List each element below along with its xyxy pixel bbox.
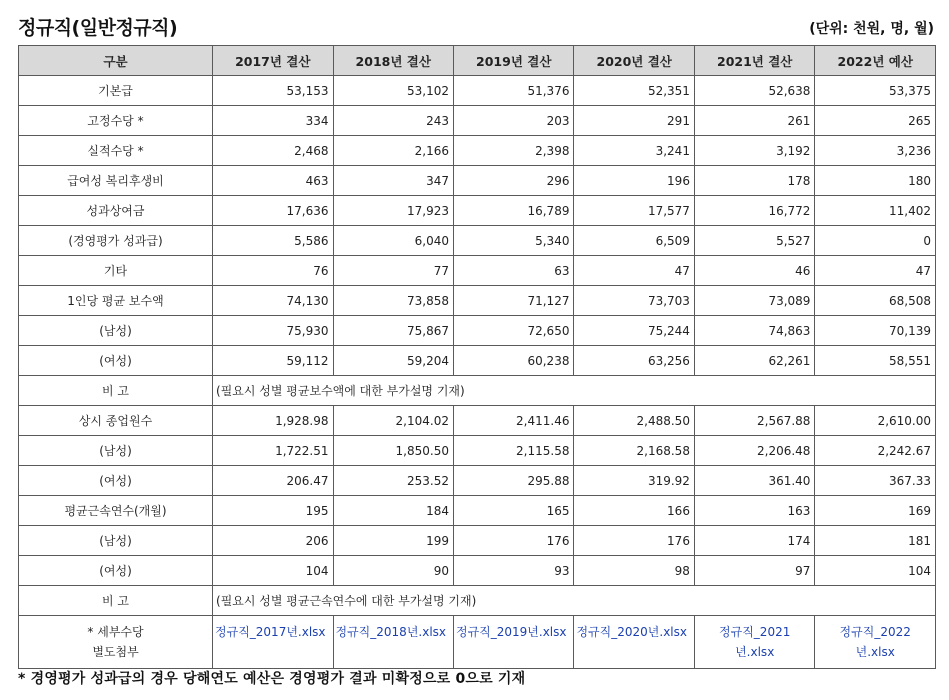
- attachment-link-2020[interactable]: 정규직_2020년.xlsx: [574, 616, 694, 669]
- pay-section: [19, 76, 936, 376]
- row-label: (남성): [19, 436, 213, 466]
- value-cell: 261: [694, 106, 814, 136]
- value-cell: 206: [213, 526, 333, 556]
- value-cell: 2,567.88: [694, 406, 814, 436]
- table-row: [19, 346, 936, 376]
- table-row: [19, 496, 936, 526]
- value-cell: 2,411.46: [453, 406, 573, 436]
- table-row: [19, 406, 936, 436]
- value-cell: 2,206.48: [694, 436, 814, 466]
- value-cell: 90: [333, 556, 453, 586]
- row-label: 상시 종업원수: [19, 406, 213, 436]
- remark-text: (필요시 성별 평균보수액에 대한 부가설명 기재): [213, 376, 936, 406]
- value-cell: 73,089: [694, 286, 814, 316]
- value-cell: 59,112: [213, 346, 333, 376]
- row-label: (경영평가 성과급): [19, 226, 213, 256]
- row-label: 급여성 복리후생비: [19, 166, 213, 196]
- value-cell: 16,772: [694, 196, 814, 226]
- header-2019: 2019년 결산: [453, 46, 573, 76]
- value-cell: 2,115.58: [453, 436, 573, 466]
- value-cell: 11,402: [815, 196, 936, 226]
- row-label: 실적수당 *: [19, 136, 213, 166]
- row-label: 기타: [19, 256, 213, 286]
- value-cell: 0: [815, 226, 936, 256]
- value-cell: 60,238: [453, 346, 573, 376]
- compensation-table: [18, 45, 936, 669]
- value-cell: 2,168.58: [574, 436, 694, 466]
- header-category: 구분: [19, 46, 213, 76]
- row-label: (여성): [19, 346, 213, 376]
- value-cell: 16,789: [453, 196, 573, 226]
- value-cell: 2,398: [453, 136, 573, 166]
- value-cell: 5,586: [213, 226, 333, 256]
- value-cell: 2,104.02: [333, 406, 453, 436]
- header-2022: 2022년 예산: [815, 46, 936, 76]
- value-cell: 5,527: [694, 226, 814, 256]
- value-cell: 347: [333, 166, 453, 196]
- value-cell: 75,930: [213, 316, 333, 346]
- row-label: (여성): [19, 466, 213, 496]
- value-cell: 17,577: [574, 196, 694, 226]
- table-row: [19, 466, 936, 496]
- table-header-row: [19, 46, 936, 76]
- value-cell: 75,244: [574, 316, 694, 346]
- value-cell: 53,375: [815, 76, 936, 106]
- value-cell: 73,858: [333, 286, 453, 316]
- value-cell: 6,509: [574, 226, 694, 256]
- value-cell: 265: [815, 106, 936, 136]
- header-2021: 2021년 결산: [694, 46, 814, 76]
- value-cell: 3,241: [574, 136, 694, 166]
- value-cell: 17,923: [333, 196, 453, 226]
- value-cell: 63,256: [574, 346, 694, 376]
- attachment-link-2022[interactable]: 정규직_2022년.xlsx: [815, 616, 936, 669]
- value-cell: 203: [453, 106, 573, 136]
- value-cell: 2,610.00: [815, 406, 936, 436]
- value-cell: 53,102: [333, 76, 453, 106]
- table-row: [19, 196, 936, 226]
- value-cell: 165: [453, 496, 573, 526]
- table-row: [19, 256, 936, 286]
- table-row: [19, 226, 936, 256]
- attachment-label-line1: * 세부수당: [87, 625, 144, 639]
- unit-label: (단위: 천원, 명, 월): [809, 21, 934, 37]
- table-row: [19, 436, 936, 466]
- header-2018: 2018년 결산: [333, 46, 453, 76]
- value-cell: 73,703: [574, 286, 694, 316]
- table-row: [19, 556, 936, 586]
- value-cell: 47: [574, 256, 694, 286]
- row-label: 평균근속연수(개월): [19, 496, 213, 526]
- table-row: [19, 166, 936, 196]
- value-cell: 174: [694, 526, 814, 556]
- remark-label: 비 고: [19, 586, 213, 616]
- value-cell: 71,127: [453, 286, 573, 316]
- value-cell: 2,488.50: [574, 406, 694, 436]
- remark-row: [19, 376, 936, 406]
- value-cell: 2,468: [213, 136, 333, 166]
- table-row: [19, 316, 936, 346]
- remark-label: 비 고: [19, 376, 213, 406]
- value-cell: 75,867: [333, 316, 453, 346]
- row-label: (남성): [19, 316, 213, 346]
- row-label: (남성): [19, 526, 213, 556]
- value-cell: 68,508: [815, 286, 936, 316]
- value-cell: 1,850.50: [333, 436, 453, 466]
- value-cell: 181: [815, 526, 936, 556]
- value-cell: 17,636: [213, 196, 333, 226]
- row-label: (여성): [19, 556, 213, 586]
- value-cell: 163: [694, 496, 814, 526]
- header-2020: 2020년 결산: [574, 46, 694, 76]
- value-cell: 93: [453, 556, 573, 586]
- value-cell: 104: [213, 556, 333, 586]
- table-row: [19, 286, 936, 316]
- value-cell: 6,040: [333, 226, 453, 256]
- table-row: [19, 106, 936, 136]
- value-cell: 5,340: [453, 226, 573, 256]
- value-cell: 367.33: [815, 466, 936, 496]
- row-label: 고정수당 *: [19, 106, 213, 136]
- value-cell: 77: [333, 256, 453, 286]
- value-cell: 74,863: [694, 316, 814, 346]
- value-cell: 291: [574, 106, 694, 136]
- attachment-link-2019[interactable]: 정규직_2019년.xlsx: [453, 616, 573, 669]
- value-cell: 70,139: [815, 316, 936, 346]
- value-cell: 74,130: [213, 286, 333, 316]
- footnote: * 경영평가 성과급의 경우 당해연도 예산은 경영평가 결과 미확정으로 0으로 기재: [18, 671, 526, 687]
- value-cell: 199: [333, 526, 453, 556]
- value-cell: 361.40: [694, 466, 814, 496]
- value-cell: 63: [453, 256, 573, 286]
- header-2017: 2017년 결산: [213, 46, 333, 76]
- value-cell: 104: [815, 556, 936, 586]
- value-cell: 319.92: [574, 466, 694, 496]
- attachment-link-2021[interactable]: 정규직_2021년.xlsx: [694, 616, 814, 669]
- value-cell: 47: [815, 256, 936, 286]
- value-cell: 46: [694, 256, 814, 286]
- row-label: 기본급: [19, 76, 213, 106]
- attachment-label: [19, 616, 213, 669]
- value-cell: 58,551: [815, 346, 936, 376]
- value-cell: 169: [815, 496, 936, 526]
- value-cell: 195: [213, 496, 333, 526]
- value-cell: 334: [213, 106, 333, 136]
- value-cell: 296: [453, 166, 573, 196]
- value-cell: 295.88: [453, 466, 573, 496]
- value-cell: 59,204: [333, 346, 453, 376]
- row-label: 성과상여금: [19, 196, 213, 226]
- value-cell: 62,261: [694, 346, 814, 376]
- value-cell: 2,166: [333, 136, 453, 166]
- value-cell: 51,376: [453, 76, 573, 106]
- value-cell: 176: [453, 526, 573, 556]
- employee-section: [19, 406, 936, 586]
- attachment-link-2017[interactable]: 정규직_2017년.xlsx: [213, 616, 333, 669]
- attachment-link-2018[interactable]: 정규직_2018년.xlsx: [333, 616, 453, 669]
- value-cell: 2,242.67: [815, 436, 936, 466]
- value-cell: 206.47: [213, 466, 333, 496]
- value-cell: 72,650: [453, 316, 573, 346]
- value-cell: 52,638: [694, 76, 814, 106]
- value-cell: 178: [694, 166, 814, 196]
- value-cell: 166: [574, 496, 694, 526]
- value-cell: 52,351: [574, 76, 694, 106]
- table-row: [19, 136, 936, 166]
- value-cell: 3,236: [815, 136, 936, 166]
- value-cell: 176: [574, 526, 694, 556]
- value-cell: 98: [574, 556, 694, 586]
- attachment-row: [19, 616, 936, 669]
- value-cell: 53,153: [213, 76, 333, 106]
- value-cell: 1,722.51: [213, 436, 333, 466]
- value-cell: 180: [815, 166, 936, 196]
- value-cell: 463: [213, 166, 333, 196]
- value-cell: 3,192: [694, 136, 814, 166]
- remark-text: (필요시 성별 평균근속연수에 대한 부가설명 기재): [213, 586, 936, 616]
- value-cell: 1,928.98: [213, 406, 333, 436]
- row-label: 1인당 평균 보수액: [19, 286, 213, 316]
- value-cell: 76: [213, 256, 333, 286]
- value-cell: 253.52: [333, 466, 453, 496]
- value-cell: 184: [333, 496, 453, 526]
- page-title: 정규직(일반정규직): [18, 17, 178, 39]
- value-cell: 196: [574, 166, 694, 196]
- table-row: [19, 526, 936, 556]
- attachment-label-line2: 별도첨부: [92, 645, 139, 659]
- value-cell: 97: [694, 556, 814, 586]
- table-row: [19, 76, 936, 106]
- value-cell: 243: [333, 106, 453, 136]
- remark-row: [19, 586, 936, 616]
